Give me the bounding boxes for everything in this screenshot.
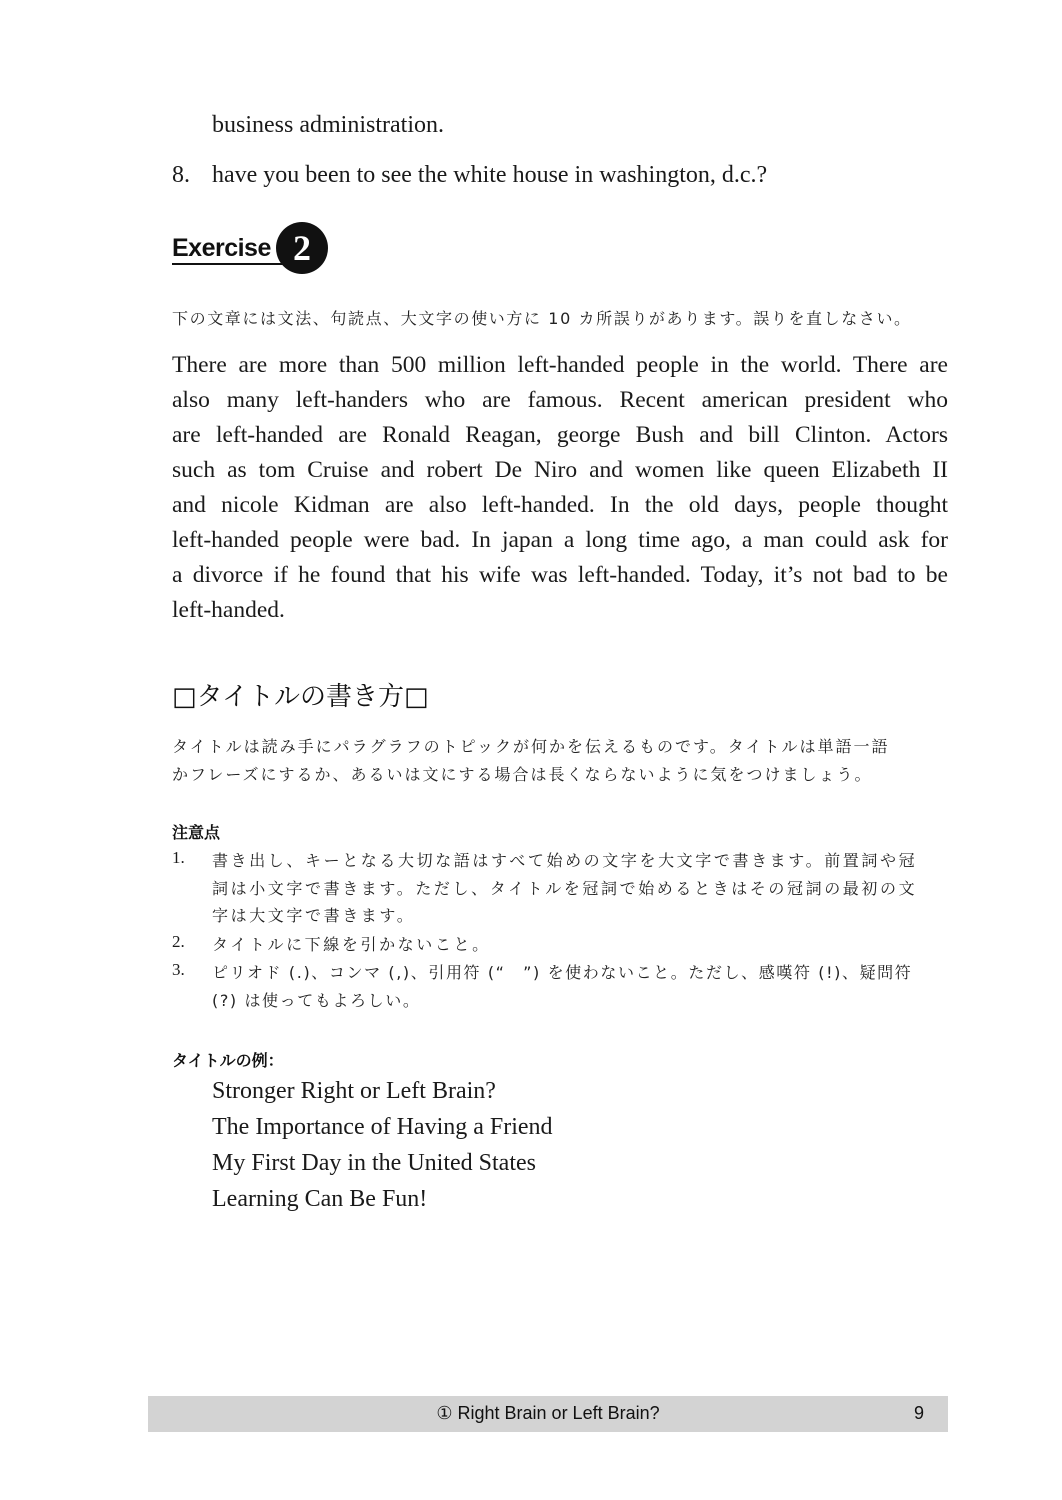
paragraph-line: and nicole Kidman are also left-handed. In the old days, people thought [172, 492, 948, 518]
footer-chapter-title: ① Right Brain or Left Brain? [436, 1403, 660, 1423]
note-line: ピリオド (.)、コンマ (,)、引用符 (“ ”) を使わないこと。ただし、感嘆符 (!)、疑問符 [212, 963, 913, 982]
footer-bar [148, 1396, 948, 1432]
section-intro-line: かフレーズにするか、あるいは文にする場合は長くならないように気をつけましょう。 [172, 765, 873, 784]
exercise-number-badge: 2 [276, 222, 328, 274]
list-item-text: have you been to see the white house in washington, d.c.? [212, 162, 768, 188]
paragraph-line: left-handed. [172, 597, 285, 623]
example-title: Learning Can Be Fun! [212, 1186, 428, 1212]
note-number: 3. [172, 960, 185, 979]
paragraph-line: are left-handed are Ronald Reagan, george Bush and bill Clinton. Actors [172, 422, 948, 448]
note-number: 1. [172, 848, 185, 867]
page-number: 9 [914, 1403, 925, 1423]
exercise-instruction: 下の文章には文法、句読点、大文字の使い方に 10 カ所誤りがあります。誤りを直しなさい。 [172, 309, 912, 328]
paragraph-line: also many left-handers who are famous. Recent american president who [172, 387, 948, 413]
list-item-continuation: business administration. [212, 112, 444, 138]
example-title: The Importance of Having a Friend [212, 1114, 553, 1140]
paragraph-line: left-handed people were bad. In japan a long time ago, a man could ask for [172, 527, 948, 553]
paragraph-line: There are more than 500 million left-handed people in the world. There are [172, 352, 948, 378]
examples-heading: タイトルの例： [172, 1051, 284, 1070]
section-intro-line: タイトルは読み手にパラグラフのトピックが何かを伝えるものです。タイトルは単語一語 [172, 737, 890, 756]
note-number: 2. [172, 932, 185, 951]
note-line: タイトルに下線を引かないこと。 [212, 935, 491, 954]
paragraph-line: such as tom Cruise and robert De Niro and women like queen Elizabeth II [172, 457, 948, 483]
note-line: 書き出し、キーとなる大切な語はすべて始めの文字を大文字で書きます。前置詞や冠 [212, 851, 918, 870]
list-item-number: 8. [172, 162, 190, 188]
notes-heading: 注意点 [172, 823, 221, 842]
note-line: 字は大文字で書きます。 [212, 906, 416, 925]
exercise-paragraph [172, 348, 948, 628]
example-title: Stronger Right or Left Brain? [212, 1078, 496, 1104]
exercise-underline [172, 263, 292, 265]
exercise-heading [172, 222, 332, 278]
example-title: My First Day in the United States [212, 1150, 536, 1176]
note-line: 詞は小文字で書きます。ただし、タイトルを冠詞で始めるときはその冠詞の最初の文 [212, 879, 918, 898]
exercise-label: Exercise [172, 234, 271, 262]
note-line: (?) は使ってもよろしい。 [212, 991, 421, 1010]
section-title: □タイトルの書き方□ [172, 682, 429, 712]
paragraph-line: a divorce if he found that his wife was left-handed. Today, it’s not bad to be [172, 562, 948, 588]
